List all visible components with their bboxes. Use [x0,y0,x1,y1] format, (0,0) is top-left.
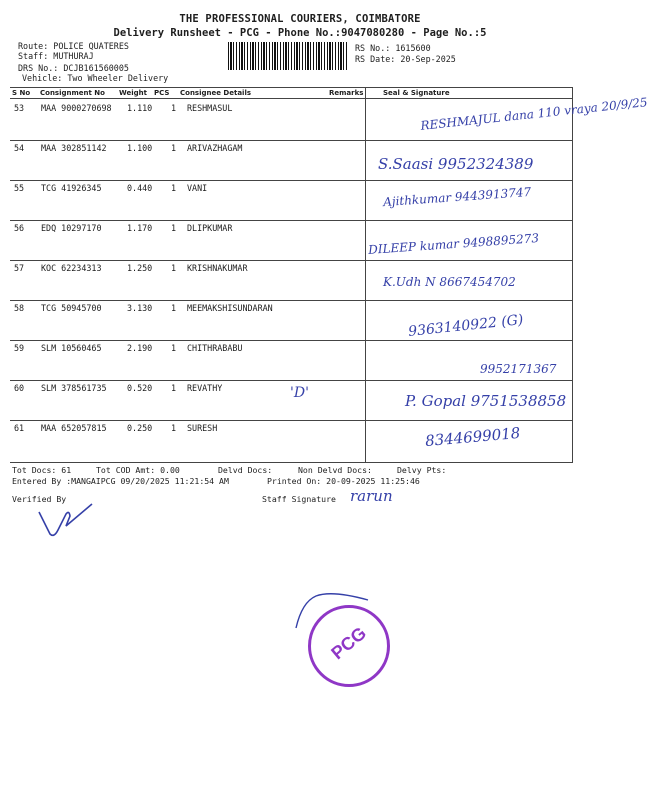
row-weight: 0.250 [127,423,153,433]
row-pcs: 1 [171,103,177,113]
handwritten-signature: P. Gopal 9751538858 [405,392,567,410]
column-header-consignee: Consignee Details [180,89,252,97]
row-sno: 61 [14,423,25,433]
verified-by-label: Verified By [12,494,67,504]
row-divider [10,380,573,381]
row-consignment: KOC 62234313 [41,263,102,273]
handwritten-signature: S.Saasi 9952324389 [378,155,534,173]
row-consignment: TCG 41926345 [41,183,102,193]
table-bottom-line [10,462,573,463]
row-consignee: REVATHY [187,383,223,393]
handwritten-signature: 9952171367 [480,362,557,376]
non-delivered-docs: Non Delvd Docs: [298,465,372,475]
row-sno: 54 [14,143,25,153]
delivered-docs: Delvd Docs: [218,465,273,475]
column-divider [365,87,366,462]
barcode [228,42,348,70]
total-cod-amount: Tot COD Amt: 0.00 [96,465,180,475]
row-sno: 53 [14,103,25,113]
column-header-remarks: Remarks [329,89,364,97]
row-weight: 2.190 [127,343,153,353]
row-consignee: ARIVAZHAGAM [187,143,243,153]
stamp-label: PCG [327,622,371,664]
row-consignment: MAA 652057815 [41,423,107,433]
vehicle-text: Vehicle: Two Wheeler Delivery [22,73,169,83]
column-divider [572,87,573,462]
row-weight: 1.250 [127,263,153,273]
row-sno: 60 [14,383,25,393]
row-weight: 3.130 [127,303,153,313]
row-consignment: MAA 302851142 [41,143,107,153]
row-pcs: 1 [171,223,177,233]
total-docs: Tot Docs: 61 [12,465,72,475]
handwritten-signature: DILEEP kumar 9498895273 [367,231,540,257]
row-consignment: SLM 378561735 [41,383,107,393]
column-header-sno: S No [12,89,31,97]
staff-text: Staff: MUTHURAJ [18,51,94,61]
entered-by: Entered By :MANGAIPCG 09/20/2025 11:21:54 AM [12,476,229,486]
route-text: Route: POLICE QUATERES [18,41,129,51]
row-consignee: CHITHRABABU [187,343,243,353]
row-consignment: TCG 50945700 [41,303,102,313]
row-divider [10,260,573,261]
row-pcs: 1 [171,383,177,393]
row-pcs: 1 [171,303,177,313]
row-sno: 58 [14,303,25,313]
row-weight: 0.520 [127,383,153,393]
row-consignment: EDQ 10297170 [41,223,102,233]
row-sno: 57 [14,263,25,273]
column-header-signature: Seal & Signature [383,89,450,97]
row-consignment: SLM 10560465 [41,343,102,353]
row-divider [10,420,573,421]
rs-number: RS No.: 1615600 [355,43,431,53]
column-header-pcs: PCS [154,89,170,97]
row-pcs: 1 [171,263,177,273]
runsheet-subtitle: Delivery Runsheet - PCG - Phone No.:9047080280 - Page No.:5 [113,27,487,39]
staff-signature-label: Staff Signature [262,494,336,504]
printed-on: Printed On: 20-09-2025 11:25:46 [267,476,420,486]
column-header-weight: Weight [119,89,147,97]
column-header-consignment: Consignment No [40,89,105,97]
handwritten-signature: 8344699018 [424,423,522,451]
row-pcs: 1 [171,143,177,153]
row-consignee: VANI [187,183,208,193]
row-divider [10,140,573,141]
row-consignee: MEEMAKSHISUNDARAN [187,303,273,313]
row-consignee: SURESH [187,423,218,433]
handwritten-signature: Ajithkumar 9443913747 [382,184,532,210]
table-header-line [10,98,573,99]
row-weight: 1.170 [127,223,153,233]
row-divider [10,180,573,181]
row-divider [10,220,573,221]
verified-check-icon [36,500,96,540]
handwritten-remark: 'D' [290,385,309,401]
table-top-line [10,87,573,88]
handwritten-signature: RESHMAJUL dana 110 vraya 20/9/25 [419,95,648,133]
staff-handwritten-signature: rarun [350,487,393,505]
row-consignment: MAA 9000270698 [41,103,112,113]
delivery-points: Delvy Pts: [397,465,447,475]
row-pcs: 1 [171,343,177,353]
handwritten-signature: 9363140922 (G) [407,311,525,341]
drs-number: DRS No.: DCJB161560005 [18,63,129,73]
row-weight: 1.100 [127,143,153,153]
row-consignee: KRISHNAKUMAR [187,263,248,273]
row-consignee: DLIPKUMAR [187,223,233,233]
row-divider [10,340,573,341]
rs-date: RS Date: 20-Sep-2025 [355,54,456,64]
company-title: THE PROFESSIONAL COURIERS, COIMBATORE [179,13,421,25]
row-pcs: 1 [171,423,177,433]
row-sno: 56 [14,223,25,233]
row-pcs: 1 [171,183,177,193]
row-sno: 59 [14,343,25,353]
row-consignee: RESHMASUL [187,103,233,113]
row-weight: 0.440 [127,183,153,193]
row-divider [10,300,573,301]
row-sno: 55 [14,183,25,193]
handwritten-signature: K.Udh N 8667454702 [383,275,516,289]
row-weight: 1.110 [127,103,153,113]
